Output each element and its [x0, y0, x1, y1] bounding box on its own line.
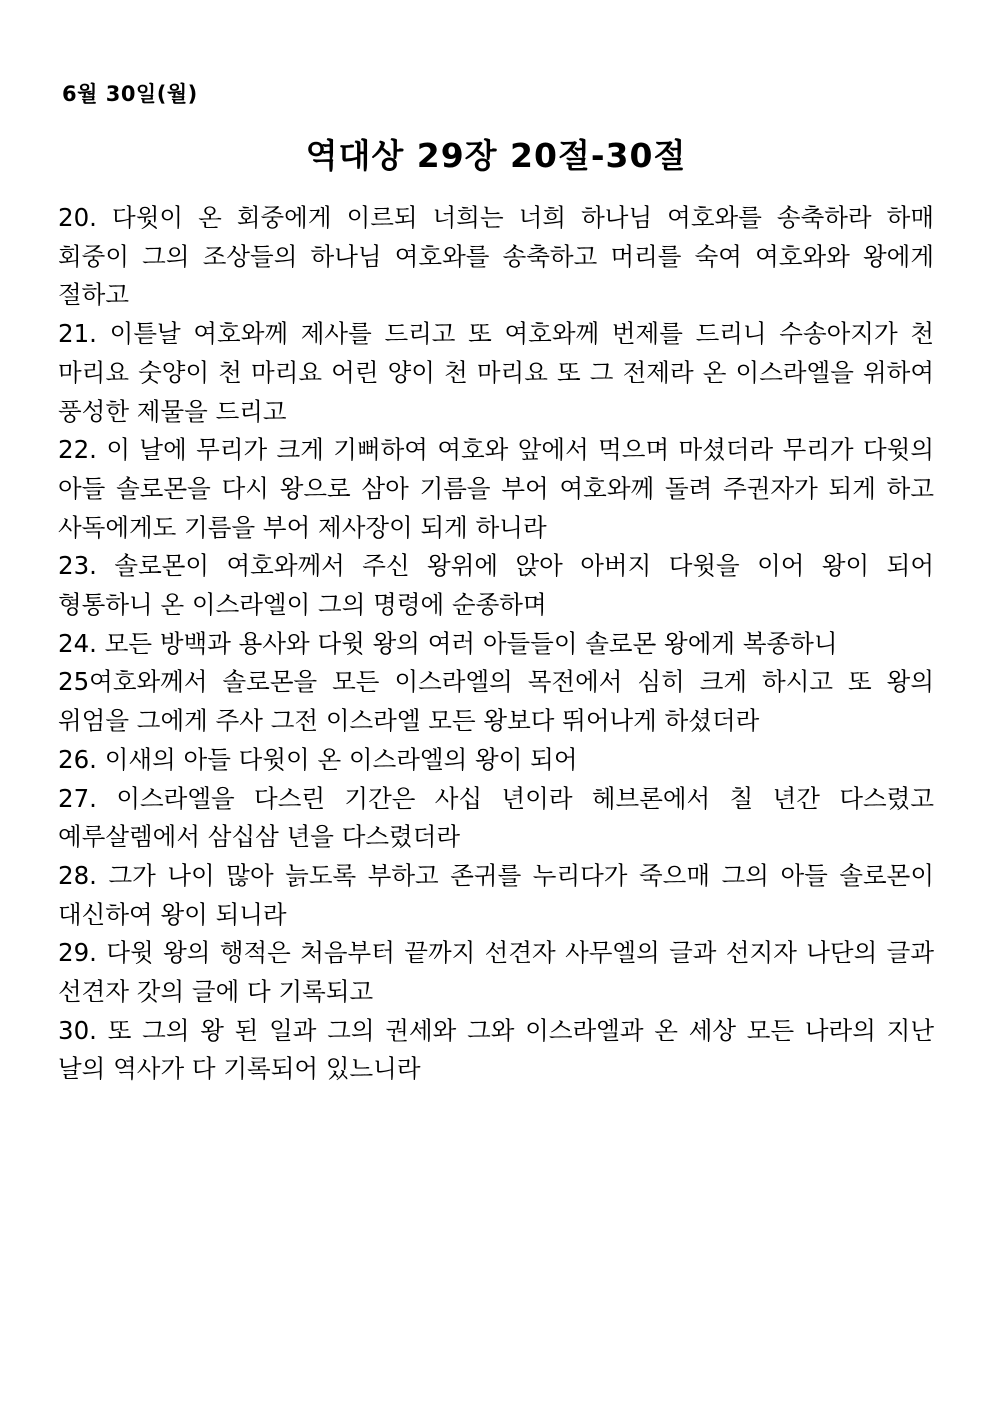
verse-list	[58, 199, 934, 1089]
verse-item: 24. 모든 방백과 용사와 다윗 왕의 여러 아들들이 솔로몬 왕에게 복종하니	[58, 628, 838, 658]
verse-item: 23. 솔로몬이 여호와께서 주신 왕위에 앉아 아버지 다윗을 이어 왕이 되어 형통하니 온 이스라엘이 그의 명령에 순종하며	[58, 551, 934, 620]
verse-item: 27. 이스라엘을 다스린 기간은 사십 년이라 헤브론에서 칠 년간 다스렸고 예루살렘에서 삼십삼 년을 다스렸더라	[58, 783, 934, 852]
page-title: 역대상 29장 20절-30절	[305, 136, 687, 175]
verse-item: 28. 그가 나이 많아 늙도록 부하고 존귀를 누리다가 죽으매 그의 아들 솔로몬이 대신하여 왕이 되니라	[58, 860, 934, 929]
verse-item: 25여호와께서 솔로몬을 모든 이스라엘의 목전에서 심히 크게 하시고 또 왕의 위엄을 그에게 주사 그전 이스라엘 모든 왕보다 뛰어나게 하셨더라	[58, 667, 934, 736]
date-line: 6월 30일(월)	[62, 82, 198, 106]
verse-item: 30. 또 그의 왕 된 일과 그의 권세와 그와 이스라엘과 온 세상 모든 나라의 지난 날의 역사가 다 기록되어 있느니라	[58, 1015, 934, 1084]
verse-item: 22. 이 날에 무리가 크게 기뻐하여 여호와 앞에서 먹으며 마셨더라 무리가 다윗의 아들 솔로몬을 다시 왕으로 삼아 기름을 부어 여호와께 돌려 주권자가 되게 하고 사독에게도 기름을 부어 제사장이 되게 하니라	[58, 435, 934, 542]
verse-item: 20. 다윗이 온 회중에게 이르되 너희는 너희 하나님 여호와를 송축하라 하매 회중이 그의 조상들의 하나님 여호와를 송축하고 머리를 숙여 여호와와 왕에게 절하고	[58, 203, 934, 310]
verse-item: 29. 다윗 왕의 행적은 처음부터 끝까지 선견자 사무엘의 글과 선지자 나단의 글과 선견자 갓의 글에 다 기록되고	[58, 938, 934, 1007]
verse-item: 26. 이새의 아들 다윗이 온 이스라엘의 왕이 되어	[58, 744, 578, 774]
verse-item: 21. 이튿날 여호와께 제사를 드리고 또 여호와께 번제를 드리니 수송아지가 천 마리요 숫양이 천 마리요 어린 양이 천 마리요 또 그 전제라 온 이스라엘을 위하여 풍성한 제물을 드리고	[58, 319, 934, 426]
